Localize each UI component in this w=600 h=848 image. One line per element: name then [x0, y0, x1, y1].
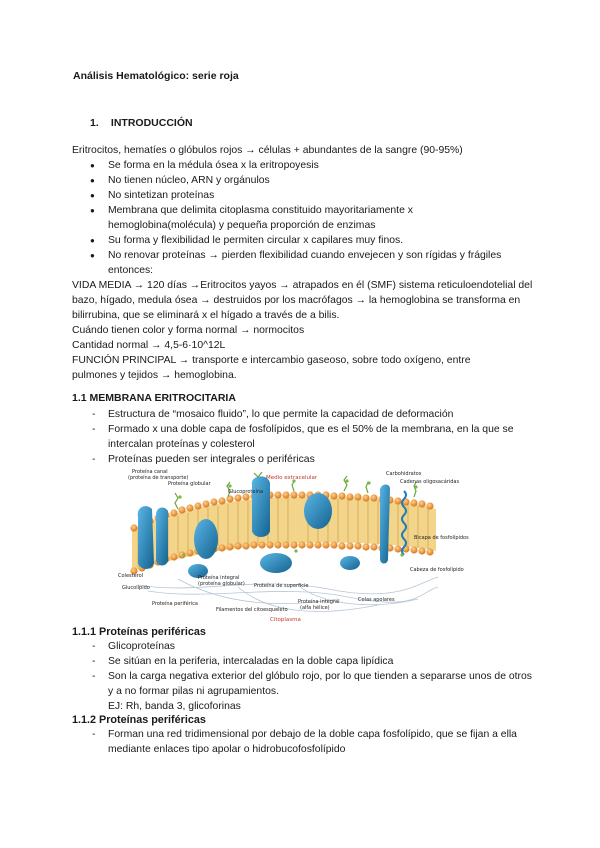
cantidad-line: Cantidad normal → 4,5-6·10^12L: [72, 340, 226, 351]
document-title: Análisis Hematológico: serie roja: [73, 70, 239, 82]
normocitos-line: Cuándo tienen color y forma normal → normocitos: [72, 325, 305, 336]
list-item: ● No sintetizan proteínas: [72, 188, 542, 203]
label-colesterol: Colesterol: [118, 573, 144, 579]
label-proteina-periferica: Proteína periférica: [152, 601, 198, 607]
label-glucolipido: Glucolípido: [122, 585, 150, 591]
label-alfa-helice: (alfa hélice): [300, 605, 330, 611]
list-item: ● Su forma y flexibilidad le permiten circular x capilares muy finos.: [72, 233, 542, 248]
label-proteina-canal: Proteína canal: [132, 469, 168, 475]
proteinas-list: [72, 639, 542, 699]
membrana-list: [72, 407, 542, 467]
list-item: - Estructura de “mosaico fluido”, lo que permite la capacidad de deformación: [72, 407, 542, 422]
label-medio-extracelular: Medio extracelular: [266, 475, 318, 481]
label-citoplasma: Citoplasma: [270, 617, 301, 623]
section-heading-introduccion: [90, 117, 193, 129]
label-proteina-integral-sub: (proteína globular): [198, 581, 245, 587]
subsection-heading-membrana: 1.1 MEMBRANA ERITROCITARIA: [72, 392, 236, 404]
list-item: ● No renovar proteínas → pierden flexibilidad cuando envejecen y son rígidas y frágiles entonces:: [72, 248, 538, 278]
label-glucoproteina: Glucoproteína: [228, 489, 264, 495]
label-proteina-integral-2: Proteína integral: [298, 599, 340, 605]
proteinas-list-2: [72, 727, 542, 757]
list-item: - Formado x una doble capa de fosfolípidos, que es el 50% de la membrana, en la que se intercalan proteínas y colesterol: [72, 422, 548, 452]
cell-membrane-diagram: [118, 467, 469, 624]
label-cabeza-fosfolipido: Cabeza de fosfolípido: [410, 567, 464, 573]
subsection-heading-1-1-1: 1.1.1 Proteínas periféricas: [72, 626, 206, 638]
list-item: ● Membrana que delimita citoplasma constituido mayoritariamente x hemoglobina(molécula) y pequeña proporción de enzimas: [72, 203, 468, 233]
label-cadenas-oligosacaridas: Cadenas oligosacáridas: [400, 479, 460, 485]
membrana-section: [72, 392, 542, 467]
label-bicapa: Bicapa de fosfolípidos: [414, 535, 469, 541]
list-item: - Glicoproteínas: [72, 639, 542, 654]
label-colas-apolares: Colas apolares: [358, 597, 395, 603]
list-item: - Son la carga negativa exterior del glóbulo rojo, por lo que tienden a separarse unos de otros y a no formar pilas ni agrupamientos.: [72, 669, 538, 699]
intro-bullet-list: [72, 158, 542, 278]
list-item: - Forman una red tridimensional por debajo de la doble capa fosfolípido, que se fijan a ella mediante enlaces tipo apolar o hidrobucofosfolípido: [72, 727, 548, 757]
list-item: - Proteínas pueden ser integrales o periféricas: [72, 452, 542, 467]
list-item: ● No tienen núcleo, ARN y orgánulos: [72, 173, 542, 188]
subsection-heading-1-1-2: 1.1.2 Proteínas periféricas: [72, 714, 206, 726]
section-number: 1.: [90, 117, 99, 129]
list-item: - Se sitúan en la periferia, intercaladas en la doble capa lipídica: [72, 654, 542, 669]
label-proteina-globular: Proteína globular: [168, 481, 211, 487]
label-filamentos: Filamentos del citoesqueleto: [216, 607, 288, 613]
section-title: INTRODUCCIÓN: [110, 117, 193, 129]
proteinas-perifericas-section: [72, 626, 542, 757]
label-proteina-integral: Proteína integral: [198, 575, 240, 581]
intro-paragraph: Eritrocitos, hematíes o glóbulos rojos → células + abundantes de la sangre (90-95%): [72, 145, 463, 156]
label-carbohidratos: Carbohidratos: [386, 471, 422, 477]
example-line: EJ: Rh, banda 3, glicoforinas: [108, 701, 241, 712]
label-proteina-superficie: Proteína de superficie: [254, 583, 309, 589]
introduction-body: [72, 143, 542, 383]
list-item: ● Se forma en la médula ósea x la eritropoyesis: [72, 158, 542, 173]
funcion-paragraph: FUNCIÓN PRINCIPAL → transporte e intercambio gaseoso, sobre todo oxígeno, entre pulmones y tejidos → hemoglobina.: [72, 355, 471, 381]
vida-media-paragraph: VIDA MEDIA → 120 días →Eritrocitos yayos → atrapados en él (SMF) sistema reticuloendotelial del bazo, hígado, medula ósea → destruidos por los macrófagos → la hemoglobina se transforma en bilirrubina, que se eliminará x el hígado a través de a bilis.: [72, 280, 533, 321]
label-proteina-canal-sub: (proteína de transporte): [128, 475, 189, 481]
